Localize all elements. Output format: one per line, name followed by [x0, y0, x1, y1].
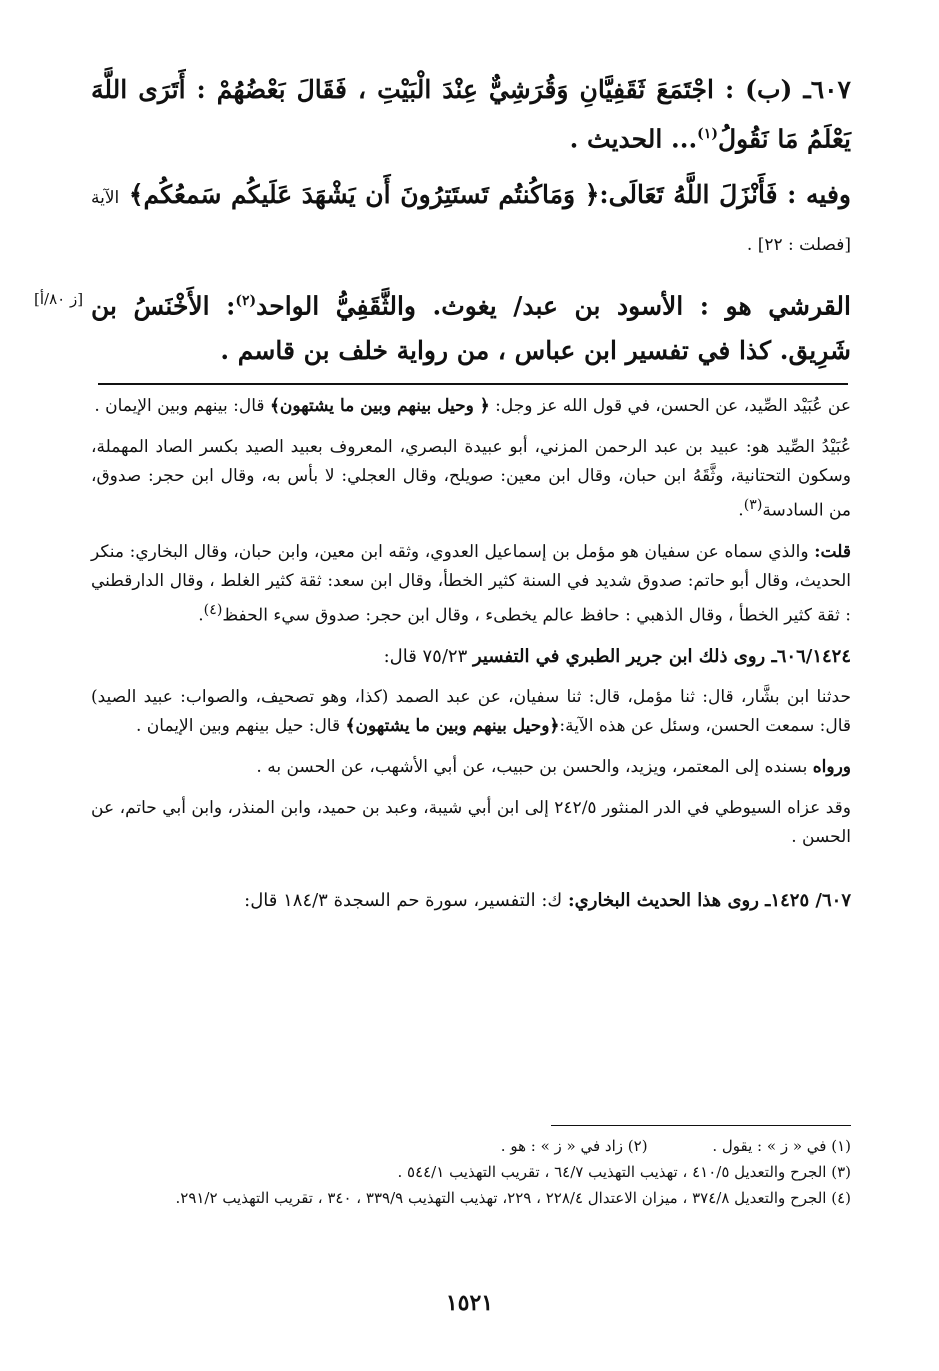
- verse-citation: الآية [فصلت : ٢٢] .: [91, 188, 851, 256]
- footnote-ref-2: (٢): [235, 293, 257, 310]
- heading-text: ك: التفسير، سورة حم السجدة ١٨٤/٣ قال:: [244, 890, 563, 912]
- footnote-ref-1: (١): [697, 126, 718, 142]
- manuscript-folio-note: [ز ٨٠/أ]: [34, 290, 84, 308]
- hadith-text: ٦٠٧ـ (ب) : اجْتَمَعَ ثَقَفِيَّانِ وَقُرَشِيٌّ عِنْدَ الْبَيْتِ ، فَقَالَ بَعْضُهُمْ : أَتَرَى اللَّهَ يَعْلَمُ مَا نَقُولُ: [91, 75, 851, 154]
- verse-quote: ﴿ وحيل بينهم وبين ما يشتهون﴾: [269, 396, 490, 416]
- heading-text: ٧٥/٢٣ قال:: [383, 646, 468, 668]
- footnotes: [91, 1133, 851, 1211]
- footnote-1: (١) في « ز » : يقول .: [712, 1137, 851, 1155]
- hadith-heading-1424: [91, 642, 851, 671]
- note-paragraph-3: قلت: والذي سماه عن سفيان هو مؤمل بن إسماعيل العدوي، وثقه ابن معين، وابن حبان، وقال البخاري: منكر الحديث، وقال أبو حاتم: صدوق شديد في السنة كثير الخطأ، وقال ابن سعد: ثقة كثير الغلط ، وقال الدارقطني : ثقة كثير الخطأ ، وقال الذهبي : حافظ عالم يخطىء ، وقال ابن حجر: صدوق سيء الحفظ$^{(٤)}$.: [91, 541, 852, 626]
- footnote-3: (٣) الجرح والتعديل ٤١٠/٥ ، تهذيب التهذيب ٦٤/٧ ، تقريب التهذيب ٥٤٤/١ .: [397, 1163, 851, 1181]
- identification-paragraph: [91, 279, 851, 372]
- note-paragraph-4: [91, 683, 851, 741]
- note-text: والذي سماه عن سفيان هو مؤمل بن إسماعيل العدوي، وثقه ابن معين، وابن حبان، وقال البخاري: منكر الحديث، وقال أبو حاتم: صدوق شديد في السنة كثير الخطأ، وقال ابن سعد: ثقة كثير الغلط ، وقال الدارقطني : ثقة كثير الخطأ ، وقال الذهبي : حافظ عالم يخطىء ، وقال ابن حجر: صدوق سيء الحفظ: [91, 541, 851, 626]
- footnote-rule: [551, 1125, 851, 1126]
- heading-label: ٦٠٦/١٤٢٤ـ روى ذلك ابن جرير الطبري في التفسير: [473, 646, 851, 668]
- note-label: ورواه: [812, 757, 851, 778]
- hadith-text-end: ... الحديث .: [569, 124, 698, 154]
- note-text: قال: حيل بينهم وبين الإيمان .: [136, 716, 341, 737]
- note-text: بسنده إلى المعتمر، ويزيد، والحسن بن حبيب، عن أبي الأشهب، عن الحسن به .: [256, 757, 808, 778]
- note-label: قلت:: [814, 541, 852, 562]
- footnote-row-1-2: [91, 1133, 851, 1159]
- identification-text: القرشي هو : الأسود بن عبد/ يغوث. والثَّقَفِيُّ الواحد: [256, 291, 851, 321]
- hadith-607b: [91, 68, 851, 161]
- note-text: حدثنا ابن بشَّار، قال: ثنا مؤمل، قال: ثنا سفيان، عن عبد الصمد (كذا، وهو تصحيف، والصواب: عبيد الصيد) قال: سمعت الحسن، وسئل عن هذه الآية:: [91, 687, 851, 737]
- verse-paragraph: [91, 173, 851, 267]
- commentary: [91, 392, 851, 927]
- page-number: ١٥٢١: [445, 1290, 494, 1316]
- footnote-ref-4: (٤): [203, 601, 223, 618]
- separator-rule: [98, 383, 848, 385]
- note-text: عُبَيْدُ الصِّيد هو: عبيد بن عبد الرحمن المزني، أبو عبيدة البصري، المعروف بعبيد الصيد بكسر الصاد المهملة، وسكون التحتانية، وثَّقَهُ ابن حبان، وقال ابن معين: صويلح، وقال العجلي: لا بأس به، وقال ابن حجر: صدوق، من السادسة: [91, 437, 851, 521]
- note-paragraph-5: [91, 753, 851, 782]
- note-paragraph-6: [91, 794, 851, 852]
- note-text: قال: بينهم وبين الإيمان .: [94, 396, 265, 416]
- note-text: عن عُبَيْد الصِّيد، عن الحسن، في قول الله عز وجل:: [495, 396, 851, 416]
- footnote-ref-3: (٣): [743, 497, 763, 513]
- note-paragraph-2: عُبَيْدُ الصِّيد هو: عبيد بن عبد الرحمن المزني، أبو عبيدة البصري، المعروف بعبيد الصيد بكسر الصاد المهملة، وسكون التحتانية، وثَّقَهُ ابن حبان، وقال ابن معين: صويلح، وقال العجلي: لا بأس به، وقال ابن حجر: صدوق، من السادسة$^{(٣)}$.: [91, 437, 851, 521]
- note-text: وقد عزاه السيوطي في الدر المنثور ٢٤٢/٥ إلى ابن أبي شيبة، وعبد بن حميد، وابن المنذر، وابن أبي حاتم، عن الحسن .: [91, 798, 851, 848]
- identification-text-end: : الأَخْنَسُ بن شَرِيق. كذا في تفسير ابن عباس ، من رواية خلف بن قاسم .: [91, 291, 851, 365]
- note-paragraph-1: [91, 392, 851, 421]
- verse-text: وفيه : فَأَنْزَلَ اللَّهُ تَعَالَى:﴿ وَمَاكُنتُم تَستَتِرُونَ أَن يَشْهَدَ عَلَيكُم سَمعُكُم﴾: [128, 180, 851, 210]
- hadith-heading-1425: [91, 886, 851, 915]
- verse-quote: ﴿وحيل بينهم وبين ما يشتهون﴾: [345, 716, 560, 737]
- heading-label: ٦٠٧/ ١٤٢٥ـ روى هذا الحديث البخاري:: [568, 890, 851, 912]
- footnote-4: (٤) الجرح والتعديل ٣٧٤/٨ ، ميزان الاعتدال ٢٢٨/٤ ، ٢٢٩، تهذيب التهذيب ٣٣٩/٩ ، ٣٤٠ ، تقريب التهذيب ٢٩١/٢.: [175, 1189, 851, 1207]
- main-text: [91, 68, 851, 385]
- footnote-2: (٢) زاد في « ز » : هو .: [500, 1137, 648, 1155]
